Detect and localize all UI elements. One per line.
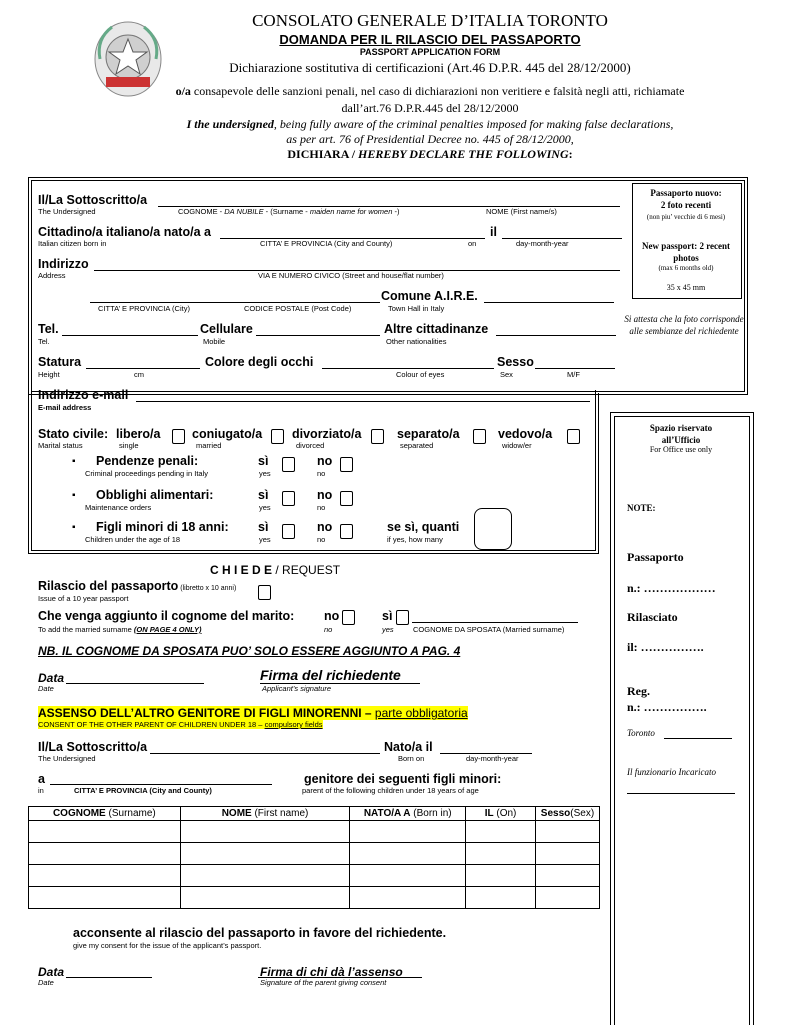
consent-undersigned-field[interactable]: [150, 753, 380, 754]
declaration-intro-it: o/a consapevole delle sanzioni penali, nel caso di dichiarazioni non veritiere e falsità negli atti, richiamate: [175, 84, 685, 98]
table-cell[interactable]: [180, 865, 350, 887]
consent-signature-label: Firma di chi dà l’assenso: [260, 965, 403, 979]
height-label: Statura: [38, 355, 82, 369]
single-label: libero/a: [116, 427, 161, 441]
children-no-checkbox[interactable]: [340, 524, 353, 539]
howmany-input[interactable]: [474, 508, 512, 550]
children-label: Figli minori di 18 anni:: [96, 520, 229, 534]
city-postcode-field[interactable]: [90, 302, 380, 303]
maintenance-label: Obblighi alimentari:: [96, 488, 214, 502]
office-reserved: Spazio riservato all’Ufficio: [649, 423, 713, 445]
children-yes-en: yes: [259, 535, 271, 544]
address-label: Indirizzo: [38, 257, 89, 271]
date-field[interactable]: [66, 683, 204, 684]
firstname-hint: NOME (First name/s): [486, 207, 557, 216]
consent-subtitle: CONSENT OF THE OTHER PARENT OF CHILDREN UNDER 18 – compulsory fields: [38, 720, 323, 729]
children-yes-checkbox[interactable]: [282, 524, 295, 539]
aire-en: Town Hall in Italy: [388, 304, 445, 313]
consulate-title: CONSOLATO GENERALE D’ITALIA TORONTO: [252, 11, 608, 30]
cm-hint: cm: [134, 370, 144, 379]
consent-dmy: day-month-year: [466, 754, 519, 763]
on-hint: on: [468, 239, 477, 248]
cell-en: Mobile: [203, 337, 226, 346]
table-cell[interactable]: [466, 821, 536, 843]
criminal-yes-en: yes: [259, 469, 271, 478]
form-title-it: DOMANDA PER IL RILASCIO DEL PASSAPORTO: [279, 32, 581, 47]
maintenance-no-checkbox[interactable]: [340, 491, 353, 506]
widow-label: vedovo/a: [498, 427, 553, 441]
email-field[interactable]: [136, 401, 590, 402]
table-row: [29, 843, 600, 865]
consent-title: ASSENSO DELL’ALTRO GENITORE DI FIGLI MINORENNI – parte obbligatoria: [38, 706, 468, 720]
table-cell[interactable]: [29, 865, 181, 887]
cell-field[interactable]: [256, 335, 380, 336]
table-cell[interactable]: [180, 843, 350, 865]
address-en: Address: [38, 271, 66, 280]
widow-checkbox[interactable]: [567, 429, 580, 444]
table-cell[interactable]: [535, 887, 599, 909]
consent-in-en: in: [38, 786, 44, 795]
issue-en: Issue of a 10 year passport: [38, 594, 129, 603]
declaration-law: Dichiarazione sostitutiva di certificazioni (Art.46 D.P.R. 445 del 28/12/2000): [229, 60, 631, 75]
col-bornin: NATO/A A (Born in): [350, 807, 466, 821]
consent-undersigned-en: The Undersigned: [38, 754, 96, 763]
consent-date-field[interactable]: [66, 977, 152, 978]
photo-attest: Si attesta che la foto corrisponde alle sembianze del richiedente: [624, 314, 744, 336]
col-sex: Sesso(Sex): [535, 807, 599, 821]
husband-no-en: no: [324, 625, 333, 634]
maintenance-en: Maintenance orders: [85, 503, 152, 512]
surname-hint: COGNOME - DA NUBILE - (Surname - maiden name for women -): [178, 207, 400, 216]
sex-field[interactable]: [535, 368, 615, 369]
table-cell[interactable]: [535, 865, 599, 887]
chiede-label: C H I E D E / REQUEST: [210, 563, 341, 577]
email-label: Indirizzo e-mail: [38, 388, 129, 402]
married-checkbox[interactable]: [271, 429, 284, 444]
table-cell[interactable]: [350, 843, 466, 865]
office-reg-n: n.: …………….: [627, 700, 707, 714]
eyes-label: Colore degli occhi: [205, 355, 314, 369]
date-label: Data: [38, 671, 65, 685]
criminal-en: Criminal proceedings pending in Italy: [85, 469, 208, 478]
howmany-label: se sì, quanti: [387, 520, 460, 534]
eyes-field[interactable]: [322, 368, 494, 369]
cell-label: Cellulare: [200, 322, 253, 336]
dmy-hint: day-month-year: [516, 239, 569, 248]
consent-text-en: give my consent for the issue of the applicant’s passport.: [73, 941, 262, 950]
separated-label: separato/a: [397, 427, 460, 441]
undersigned-label: Il/La Sottoscritto/a: [38, 193, 148, 207]
table-cell[interactable]: [29, 821, 181, 843]
photo-max6: (max 6 months old): [658, 264, 714, 272]
office-officer: Il funzionario Incaricato: [627, 767, 716, 777]
tel-label: Tel.: [38, 322, 59, 336]
table-cell[interactable]: [535, 843, 599, 865]
other-cit-label: Altre cittadinanze: [384, 322, 489, 336]
divorced-label: divorziato/a: [292, 427, 362, 441]
married-label: coniugato/a: [192, 427, 263, 441]
other-cit-field[interactable]: [496, 335, 616, 336]
single-en: single: [119, 441, 139, 450]
street-hint: VIA E NUMERO CIVICO (Street and house/flat number): [258, 271, 444, 280]
criminal-label: Pendenze penali:: [96, 454, 199, 468]
table-cell[interactable]: [29, 843, 181, 865]
maintenance-no-label: no: [317, 488, 333, 502]
children-no-en: no: [317, 535, 326, 544]
photo-two-recent: 2 foto recenti: [660, 200, 712, 210]
office-n: n.: ………………: [627, 581, 716, 595]
tel-en: Tel.: [38, 337, 50, 346]
table-cell[interactable]: [350, 887, 466, 909]
consent-undersigned-label: Il/La Sottoscritto/a: [38, 740, 148, 754]
city-county-hint: CITTA’ E PROVINCIA (City and County): [260, 239, 393, 248]
sex-label: Sesso: [497, 355, 534, 369]
married-surname-field[interactable]: [412, 622, 578, 623]
husband-en: To add the married surname (ON PAGE 4 ONLY): [38, 625, 202, 634]
consent-signature-en: Signature of the parent giving consent: [260, 978, 387, 987]
city-hint: CITTA’ E PROVINCIA (City): [98, 304, 190, 313]
married-en: married: [196, 441, 222, 450]
table-cell[interactable]: [535, 821, 599, 843]
consent-parent-of-en: parent of the following children under 18 years of age: [302, 786, 479, 795]
date-en: Date: [38, 684, 54, 693]
declaration-intro-en-2: as per art. 76 of Presidential Decree no. 445 of 28/12/2000,: [286, 132, 574, 146]
marital-label: Stato civile:: [38, 427, 109, 441]
signature-label: Firma del richiedente: [260, 667, 401, 683]
col-firstname: NOME (First name): [180, 807, 350, 821]
table-cell[interactable]: [350, 865, 466, 887]
aire-field[interactable]: [484, 302, 614, 303]
consent-parent-of: genitore dei seguenti figli minori:: [304, 772, 502, 786]
table-row: [29, 821, 600, 843]
photo-new-passport: Passaporto nuovo:: [650, 188, 722, 198]
height-field[interactable]: [86, 368, 200, 369]
tel-field[interactable]: [62, 335, 198, 336]
office-note: NOTE:: [627, 503, 656, 513]
consent-text: acconsente al rilascio del passaporto in favore del richiedente.: [73, 926, 447, 940]
office-issued: Rilasciato: [627, 610, 678, 624]
bullet-icon: ▪: [72, 522, 76, 533]
bullet-icon: ▪: [72, 456, 76, 467]
table-cell[interactable]: [350, 821, 466, 843]
email-en: E-mail address: [38, 403, 92, 412]
bullet-icon: ▪: [72, 490, 76, 501]
other-cit-en: Other nationalities: [386, 337, 447, 346]
table-cell[interactable]: [180, 887, 350, 909]
separated-en: separated: [400, 441, 434, 450]
issue-label: Rilascio del passaporto (libretto x 10 anni): [38, 579, 237, 593]
consent-born-en: Born on: [398, 754, 425, 763]
nb-note: NB. IL COGNOME DA SPOSATA PUO’ SOLO ESSERE AGGIUNTO A PAG. 4: [38, 644, 461, 658]
criminal-no-label: no: [317, 454, 333, 468]
office-officer-field: [627, 793, 735, 794]
mf-hint: M/F: [567, 370, 580, 379]
declaration-intro-en: I the undersigned, being fully aware of the criminal penalties imposed for making false declarations,: [186, 117, 674, 131]
office-for-use: For Office use only: [649, 445, 713, 454]
office-il: il: …………….: [627, 640, 704, 654]
postcode-hint: CODICE POSTALE (Post Code): [244, 304, 352, 313]
consent-in-label: a: [38, 772, 45, 786]
consent-date-en: Date: [38, 978, 54, 987]
husband-label: Che venga aggiunto il cognome del marito:: [38, 609, 295, 623]
table-row: [29, 865, 600, 887]
eyes-en: Colour of eyes: [396, 370, 445, 379]
husband-yes-label: sì: [382, 609, 393, 623]
office-reg: Reg.: [627, 684, 650, 698]
marital-en: Marital status: [38, 441, 83, 450]
criminal-no-checkbox[interactable]: [340, 457, 353, 472]
col-surname: COGNOME (Surname): [29, 807, 181, 821]
maintenance-no-en: no: [317, 503, 326, 512]
hereby-declare: DICHIARA / HEREBY DECLARE THE FOLLOWING:: [287, 147, 573, 161]
children-no-label: no: [317, 520, 333, 534]
children-table-header: [29, 807, 600, 821]
children-yes-label: sì: [258, 520, 269, 534]
widow-en: widow/er: [502, 441, 532, 450]
maintenance-yes-label: sì: [258, 488, 269, 502]
separated-checkbox[interactable]: [473, 429, 486, 444]
table-cell[interactable]: [466, 865, 536, 887]
criminal-no-en: no: [317, 469, 326, 478]
maintenance-yes-en: yes: [259, 503, 271, 512]
table-cell[interactable]: [180, 821, 350, 843]
signature-en: Applicant’s signature: [262, 684, 332, 693]
birthdate-il: il: [490, 225, 497, 239]
office-toronto: Toronto: [627, 728, 655, 738]
citizen-label: Cittadino/a italiano/a nato/a a: [38, 225, 211, 239]
consent-date-label: Data: [38, 965, 65, 979]
husband-yes-checkbox[interactable]: [396, 610, 409, 625]
husband-no-checkbox[interactable]: [342, 610, 355, 625]
photo-size: 35 x 45 mm: [666, 283, 706, 292]
howmany-en: if yes, how many: [387, 535, 443, 544]
divorced-checkbox[interactable]: [371, 429, 384, 444]
married-surname-hint: COGNOME DA SPOSATA (Married surname): [413, 625, 565, 634]
children-table: [28, 806, 600, 909]
criminal-yes-label: sì: [258, 454, 269, 468]
form-title-en: PASSPORT APPLICATION FORM: [359, 47, 501, 57]
criminal-yes-checkbox[interactable]: [282, 457, 295, 472]
consent-city-field[interactable]: [50, 784, 272, 785]
maintenance-yes-checkbox[interactable]: [282, 491, 295, 506]
consent-born-label: Nato/a il: [384, 740, 433, 754]
table-row: [29, 887, 600, 909]
single-checkbox[interactable]: [172, 429, 185, 444]
aire-label: Comune A.I.R.E.: [381, 289, 478, 303]
consent-city-hint: CITTA’ E PROVINCIA (City and County): [74, 786, 212, 795]
husband-no-label: no: [324, 609, 340, 623]
photo-not-older: (non piu’ vecchie di 6 mesi): [646, 213, 726, 221]
children-en: Children under the age of 18: [85, 535, 181, 544]
table-cell[interactable]: [29, 887, 181, 909]
photo-new-passport-en: New passport: 2 recent photos: [641, 241, 731, 263]
husband-yes-en: yes: [382, 625, 394, 634]
table-cell[interactable]: [466, 887, 536, 909]
sex-en: Sex: [500, 370, 513, 379]
height-en: Height: [38, 370, 60, 379]
declaration-intro-it-2: dall’art.76 D.P.R.445 del 28/12/2000: [341, 101, 519, 115]
col-on: IL (On): [466, 807, 536, 821]
undersigned-en: The Undersigned: [38, 207, 96, 216]
office-toronto-field: [664, 738, 732, 739]
citizen-en: Italian citizen born in: [38, 239, 107, 248]
office-passport: Passaporto: [627, 550, 684, 564]
issue-checkbox[interactable]: [258, 585, 271, 600]
table-cell[interactable]: [466, 843, 536, 865]
divorced-en: divorced: [296, 441, 325, 450]
